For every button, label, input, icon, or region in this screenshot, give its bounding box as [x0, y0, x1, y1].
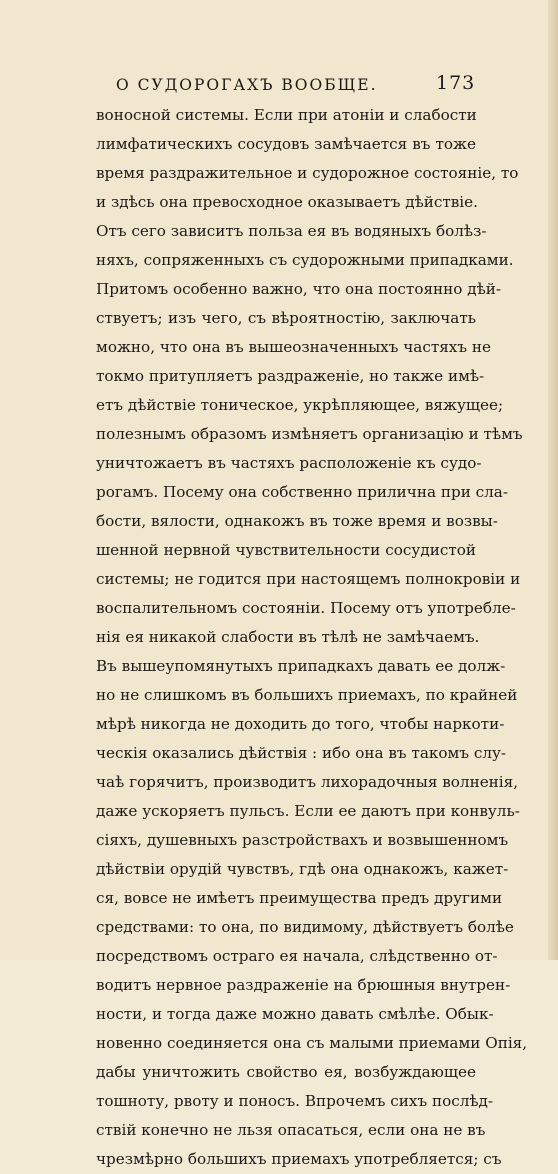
text-line: ствій конечно не льзя опасаться, если она не въ: [96, 1121, 486, 1139]
text-line: дабы уничтожить свойство ея, возбуждающее: [96, 1063, 476, 1081]
text-line: Въ вышеупомянутыхъ припадкахъ давать ее долж-: [96, 657, 506, 675]
text-line: системы; не годится при настоящемъ полнокровіи и: [96, 570, 521, 588]
text-line: время раздражительное и судорожное состояніе, то: [96, 164, 519, 182]
text-line: нія ея никакой слабости въ тѣлѣ не замѣчаемъ.: [96, 628, 480, 646]
text-line: и здѣсь она превосходное оказываетъ дѣйствіе.: [96, 193, 478, 211]
text-line: ческія оказались дѣйствія : ибо она въ такомъ слу-: [96, 744, 507, 762]
text-line: няхъ, сопряженныхъ съ судорожными припадками.: [96, 251, 514, 269]
text-line: рогамъ. Посему она собственно прилична при сла-: [96, 483, 508, 501]
text-line: средствами: то она, по видимому, дѣйствуетъ болѣе: [96, 918, 514, 936]
text-line: но не слишкомъ въ большихъ приемахъ, по крайней: [96, 686, 518, 704]
text-line: даже ускоряетъ пульсъ. Если ее даютъ при конвуль-: [96, 802, 520, 820]
text-line: тошноту, рвоту и поносъ. Впрочемъ сихъ послѣд-: [96, 1092, 494, 1110]
text-line: можно, что она въ вышеозначенныхъ частяхъ не: [96, 338, 491, 356]
text-line: мѣрѣ никогда не доходить до того, чтобы наркоти-: [96, 715, 505, 733]
text-line: уничтожаетъ въ частяхъ расположеніе къ судо-: [96, 454, 482, 472]
text-line: чрезмѣрно большихъ приемахъ употребляется; съ: [96, 1150, 502, 1168]
text-line: дѣйствіи орудій чувствъ, гдѣ она однакожъ, кажет-: [96, 860, 509, 878]
text-line: ствуетъ; изъ чего, съ вѣроятностію, заключать: [96, 309, 476, 327]
page-number: 173: [436, 72, 476, 94]
text-line: Притомъ особенно важно, что она постоянно дѣй-: [96, 280, 502, 298]
text-line: воспалительномъ состояніи. Посему отъ употребле-: [96, 599, 516, 617]
text-line: токмо притупляетъ раздраженіе, но также имѣ-: [96, 367, 485, 385]
text-line: Отъ сего зависитъ польза ея въ водяныхъ болѣз-: [96, 222, 487, 240]
text-line: водитъ нервное раздраженіе на брюшныя внутрен-: [96, 976, 511, 994]
text-line: бости, вялости, однакожъ въ тоже время и возвы-: [96, 512, 498, 530]
text-line: шенной нервной чувствительности сосудистой: [96, 541, 476, 559]
running-head: О СУДОРОГАХЪ ВООБЩЕ.: [116, 76, 378, 94]
text-line: ности, и тогда даже можно давать смѣлѣе. Обык-: [96, 1005, 494, 1023]
text-line: новенно соединяется она съ малыми приемами Опія,: [96, 1034, 528, 1052]
text-line: полезнымъ образомъ измѣняетъ организацію и тѣмъ: [96, 425, 523, 443]
text-line: ся, вовсе не имѣетъ преимущества предъ другими: [96, 889, 503, 907]
text-line: сіяхъ, душевныхъ разстройствахъ и возвышенномъ: [96, 831, 509, 849]
text-line: чаѣ горячитъ, производитъ лихорадочныя волненія,: [96, 773, 519, 791]
page-header: [0, 70, 558, 100]
text-line: посредствомъ остраго ея начала, слѣдственно от-: [96, 947, 498, 965]
text-line: етъ дѣйствіе тоническое, укрѣпляющее, вяжущее;: [96, 396, 504, 414]
page-edge-shadow: [548, 0, 558, 960]
text-line: воносной системы. Если при атоніи и слабости: [96, 106, 477, 124]
body-text: [96, 101, 528, 1174]
text-line: лимфатическихъ сосудовъ замѣчается въ тоже: [96, 135, 476, 153]
